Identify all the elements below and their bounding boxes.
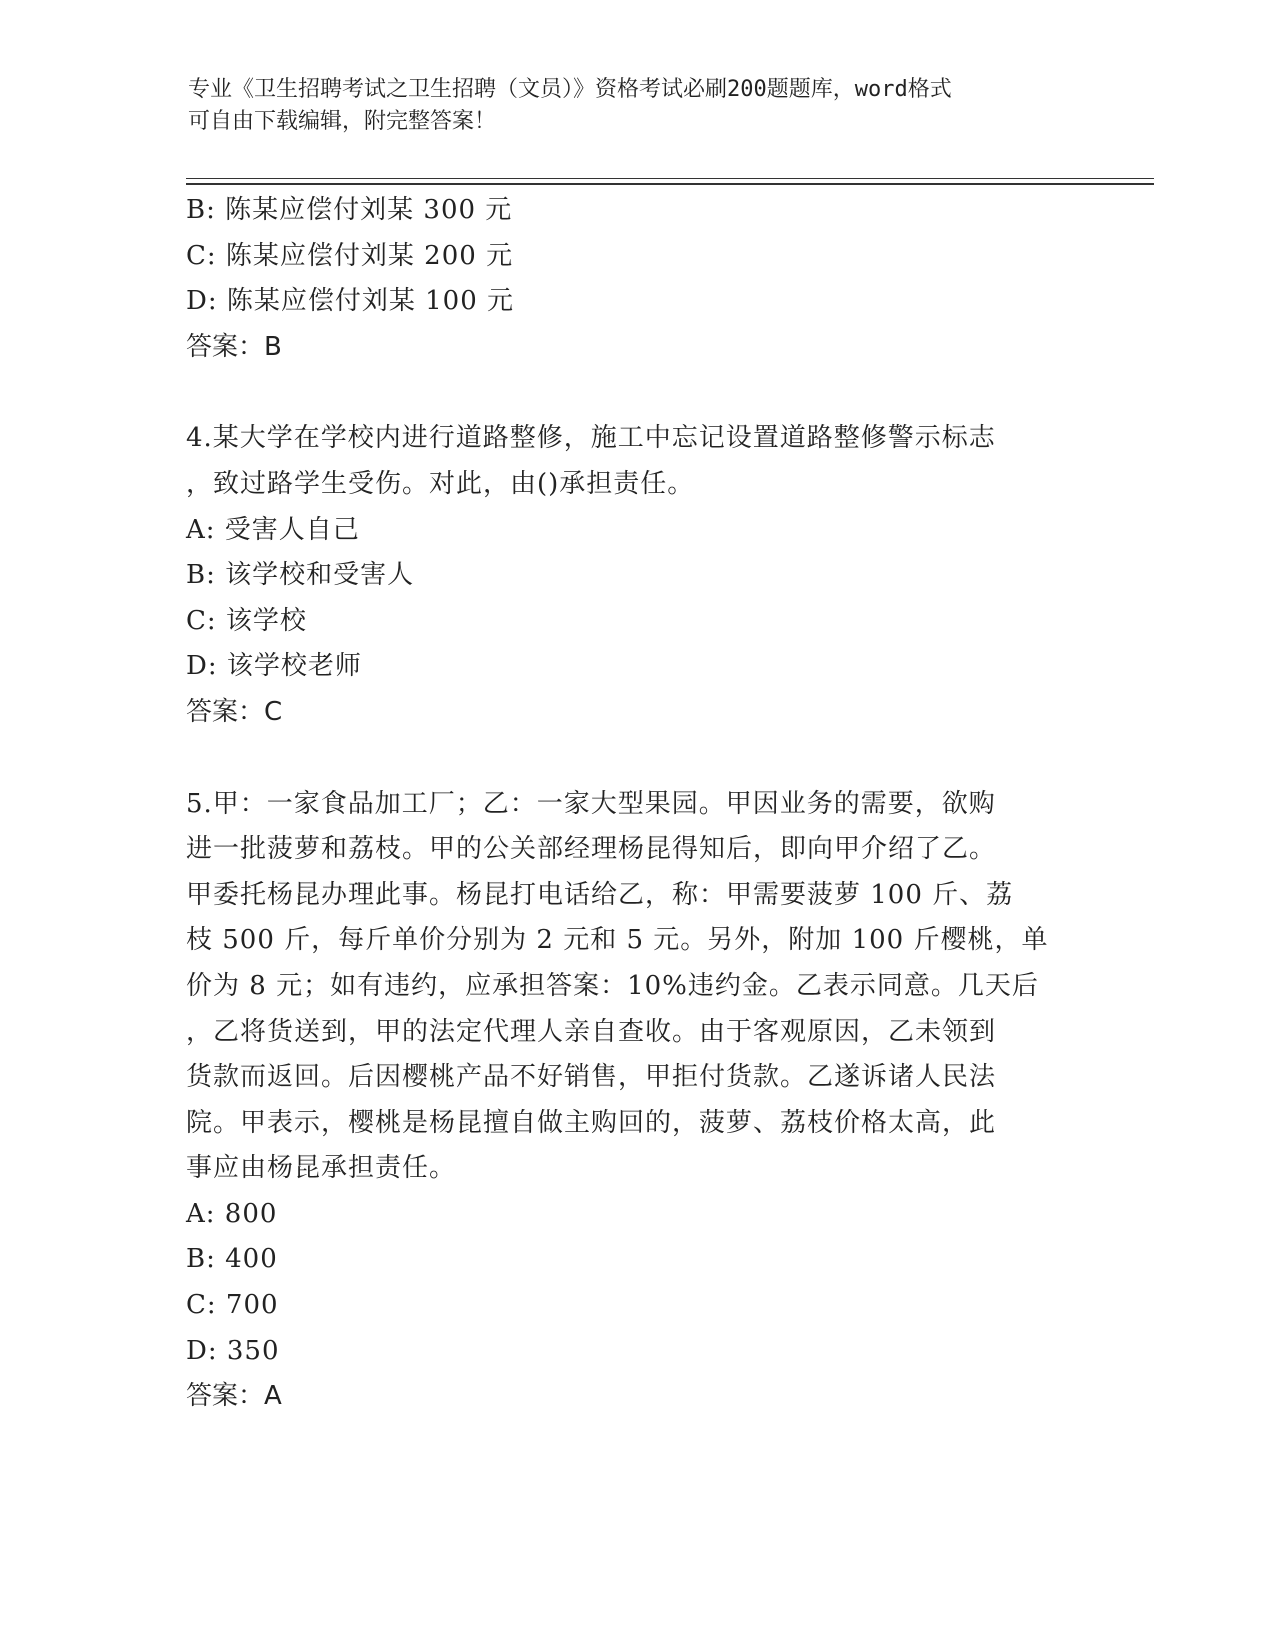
- option-c: C: 700: [186, 1290, 279, 1321]
- question-stem-line: 院。甲表示，樱桃是杨昆擅自做主购回的，菠萝、荔枝价格太高，此: [186, 1107, 997, 1138]
- option-b: B: 400: [186, 1244, 278, 1275]
- answer-label: 答案：C: [186, 696, 283, 727]
- question-stem-line: ，乙将货送到，甲的法定代理人亲自查收。由于客观原因，乙未领到: [186, 1016, 997, 1047]
- question-5: [186, 782, 1086, 1420]
- question-stem-line: 货款而返回。后因樱桃产品不好销售，甲拒付货款。乙遂诉诸人民法: [186, 1062, 997, 1093]
- question-stem-line: 事应由杨昆承担责任。: [186, 1153, 457, 1184]
- question-stem-line: ，致过路学生受伤。对此，由()承担责任。: [186, 468, 695, 499]
- header-title-line-2: 可自由下载编辑，附完整答案！: [188, 109, 497, 134]
- option-a: A: 800: [186, 1198, 278, 1229]
- option-d: D: 350: [186, 1335, 280, 1366]
- option-d: D: 该学校老师: [186, 651, 362, 682]
- question-content: [186, 188, 1086, 1420]
- question-3: [186, 188, 1086, 370]
- answer-label: 答案：B: [186, 331, 282, 362]
- header-divider-thin: [186, 178, 1154, 179]
- question-stem-line: 进一批菠萝和荔枝。甲的公关部经理杨昆得知后，即向甲介绍了乙。: [186, 834, 997, 865]
- option-c: C: 陈某应偿付刘某 200 元: [186, 240, 514, 271]
- question-stem-line: 枝 500 斤，每斤单价分别为 2 元和 5 元。另外，附加 100 斤樱桃，单: [186, 925, 1049, 956]
- header-divider-thick: [186, 183, 1154, 185]
- option-a: A: 受害人自己: [186, 514, 360, 545]
- question-stem-line: 4.某大学在学校内进行道路整修，施工中忘记设置道路整修警示标志: [186, 423, 996, 454]
- question-stem-line: 5.甲：一家食品加工厂；乙：一家大型果园。甲因业务的需要，欲购: [186, 788, 996, 819]
- answer-label: 答案：A: [186, 1381, 282, 1412]
- question-stem-line: 甲委托杨昆办理此事。杨昆打电话给乙，称：甲需要菠萝 100 斤、荔: [186, 879, 1014, 910]
- option-b: B: 陈某应偿付刘某 300 元: [186, 195, 513, 225]
- spacer: [186, 736, 1086, 782]
- header-title-line-1: 专业《卫生招聘考试之卫生招聘（文员）》资格考试必刷200题题库，word格式: [188, 77, 952, 102]
- option-d: D: 陈某应偿付刘某 100 元: [186, 286, 515, 317]
- question-stem-line: 价为 8 元；如有违约，应承担答案：10%违约金。乙表示同意。几天后: [186, 970, 1039, 1001]
- document-header: [188, 74, 1068, 138]
- question-4: [186, 416, 1086, 735]
- option-b: B: 该学校和受害人: [186, 560, 415, 591]
- spacer: [186, 370, 1086, 416]
- option-c: C: 该学校: [186, 605, 307, 636]
